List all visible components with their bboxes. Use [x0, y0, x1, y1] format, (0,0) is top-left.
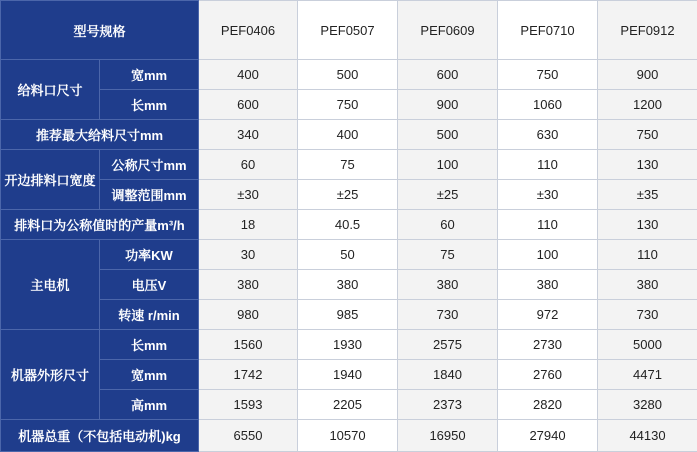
table-cell: 400 [199, 60, 298, 90]
model-header: PEF0507 [298, 1, 398, 60]
table-cell: 27940 [498, 420, 598, 452]
model-header: PEF0406 [199, 1, 298, 60]
table-cell: 110 [498, 150, 598, 180]
table-row [1, 120, 697, 150]
table-cell: 30 [199, 240, 298, 270]
table-row [1, 300, 697, 330]
table-cell: 2760 [498, 360, 598, 390]
table-cell: 110 [598, 240, 697, 270]
table-cell: 1840 [398, 360, 498, 390]
table-cell: 75 [398, 240, 498, 270]
table-cell: 1593 [199, 390, 298, 420]
table-cell: 100 [498, 240, 598, 270]
table-cell: 2820 [498, 390, 598, 420]
table-cell: 110 [498, 210, 598, 240]
table-cell: 100 [398, 150, 498, 180]
table-cell: 18 [199, 210, 298, 240]
table-row [1, 420, 697, 452]
table-cell: 730 [398, 300, 498, 330]
table-row [1, 390, 697, 420]
table-cell: 50 [298, 240, 398, 270]
table-cell: 980 [199, 300, 298, 330]
table-cell: 400 [298, 120, 398, 150]
table-cell: ±25 [298, 180, 398, 210]
table-row [1, 180, 697, 210]
table-cell: 730 [598, 300, 697, 330]
table-cell: 5000 [598, 330, 697, 360]
table-row [1, 360, 697, 390]
group-label-motor: 主电机 [1, 240, 100, 330]
table-cell: 1742 [199, 360, 298, 390]
table-cell: 3280 [598, 390, 697, 420]
table-cell: 1560 [199, 330, 298, 360]
header-row [1, 1, 697, 60]
table-cell: 972 [498, 300, 598, 330]
table-cell: 380 [199, 270, 298, 300]
table-cell: 60 [199, 150, 298, 180]
table-cell: 380 [498, 270, 598, 300]
table-cell: 985 [298, 300, 398, 330]
group-label-feed-opening: 给料口尺寸 [1, 60, 100, 120]
table-cell: 630 [498, 120, 598, 150]
table-cell: 1940 [298, 360, 398, 390]
table-cell: 380 [598, 270, 697, 300]
table-row [1, 330, 697, 360]
table-cell: 16950 [398, 420, 498, 452]
row-label: 转速 r/min [100, 300, 199, 330]
table-cell: ±30 [498, 180, 598, 210]
model-header: PEF0710 [498, 1, 598, 60]
table-cell: 44130 [598, 420, 697, 452]
table-row [1, 240, 697, 270]
table-row [1, 150, 697, 180]
model-header: PEF0912 [598, 1, 697, 60]
row-label: 排料口为公称值时的产量m³/h [1, 210, 199, 240]
table-cell: 900 [598, 60, 697, 90]
header-title: 型号规格 [1, 1, 199, 60]
row-label: 高mm [100, 390, 199, 420]
group-label-overall-size: 机器外形尺寸 [1, 330, 100, 420]
row-label: 长mm [100, 90, 199, 120]
row-label: 长mm [100, 330, 199, 360]
table-cell: 500 [298, 60, 398, 90]
table-cell: 2730 [498, 330, 598, 360]
row-label: 功率KW [100, 240, 199, 270]
table-cell: 750 [498, 60, 598, 90]
table-cell: ±30 [199, 180, 298, 210]
table-cell: ±25 [398, 180, 498, 210]
table-cell: 60 [398, 210, 498, 240]
table-cell: 10570 [298, 420, 398, 452]
model-header: PEF0609 [398, 1, 498, 60]
table-cell: 380 [398, 270, 498, 300]
table-cell: 2575 [398, 330, 498, 360]
table-cell: 130 [598, 150, 697, 180]
row-label: 电压V [100, 270, 199, 300]
table-cell: 75 [298, 150, 398, 180]
row-label: 公称尺寸mm [100, 150, 199, 180]
table-row [1, 90, 697, 120]
table-cell: 40.5 [298, 210, 398, 240]
table-cell: 2205 [298, 390, 398, 420]
table-cell: 340 [199, 120, 298, 150]
table-cell: 380 [298, 270, 398, 300]
table-cell: 130 [598, 210, 697, 240]
table-row [1, 60, 697, 90]
group-label-discharge-width: 开边排料口宽度 [1, 150, 100, 210]
table-cell: 2373 [398, 390, 498, 420]
table-row [1, 270, 697, 300]
table-cell: 500 [398, 120, 498, 150]
table-cell: 6550 [199, 420, 298, 452]
table-cell: 600 [398, 60, 498, 90]
row-label: 宽mm [100, 60, 199, 90]
table-cell: ±35 [598, 180, 697, 210]
table-cell: 600 [199, 90, 298, 120]
row-label: 推荐最大给料尺寸mm [1, 120, 199, 150]
table-cell: 4471 [598, 360, 697, 390]
row-label: 宽mm [100, 360, 199, 390]
table-cell: 1200 [598, 90, 697, 120]
table-cell: 750 [598, 120, 697, 150]
table-row [1, 210, 697, 240]
table-cell: 900 [398, 90, 498, 120]
row-label: 调整范围mm [100, 180, 199, 210]
table-cell: 1930 [298, 330, 398, 360]
table-cell: 1060 [498, 90, 598, 120]
table-cell: 750 [298, 90, 398, 120]
row-label: 机器总重（不包括电动机)kg [1, 420, 199, 452]
